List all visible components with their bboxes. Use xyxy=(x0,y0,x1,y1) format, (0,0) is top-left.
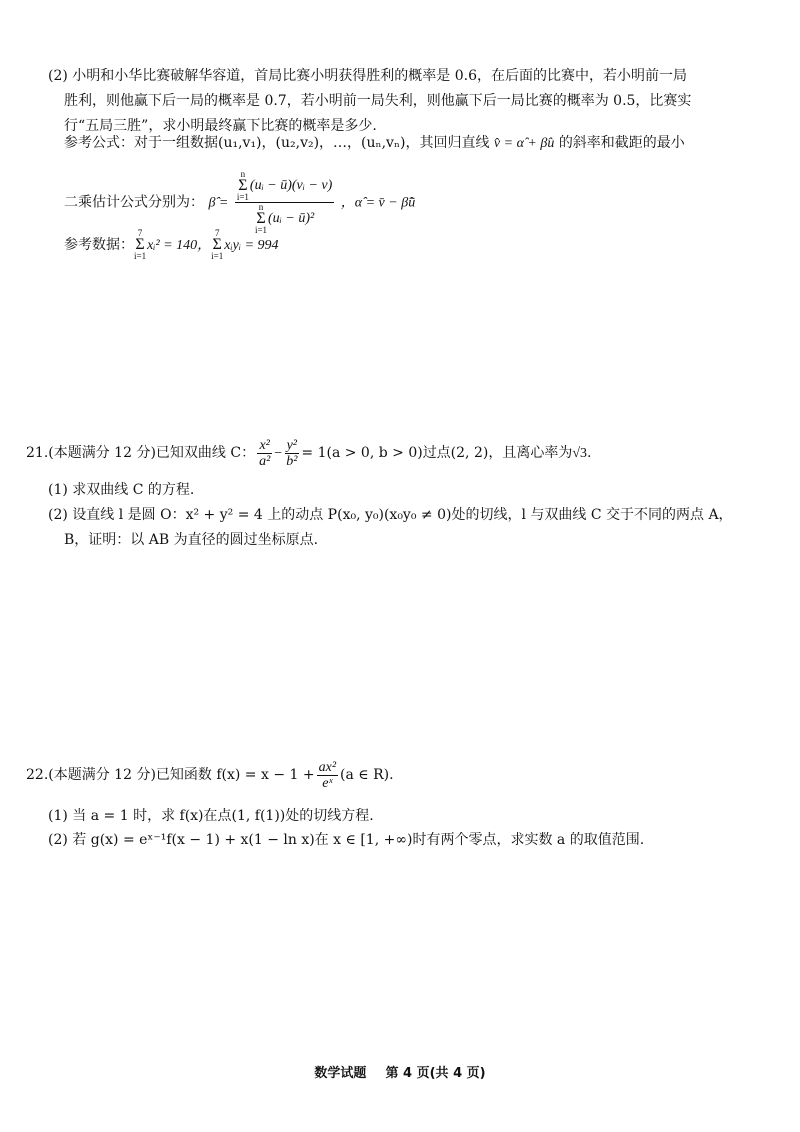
regression-line-formula: v̂ = α̂ + β̂u xyxy=(493,136,555,151)
question-number: 21. xyxy=(26,445,49,461)
q21-stem-mid: = 1(a > 0, b > 0)过点(2, 2)，且离心率为 xyxy=(301,445,573,461)
beta-hat-symbol: β̂ = xyxy=(208,195,229,211)
sum-symbol: 7 Σ i=1 xyxy=(134,228,147,261)
sum-symbol: n Σ i=1 xyxy=(254,202,268,235)
q20-ref-data xyxy=(64,228,279,263)
alpha-hat-formula: ，α̂ = v̄ − β̂ū xyxy=(340,195,416,211)
q20-part2-line2: 胜利，则他赢下后一局的概率是 0.7，若小明前一局失利，则他赢下后一局比赛的概率为 0.5，比赛实 xyxy=(64,93,692,109)
beta-numerator: n Σ i=1 (uᵢ − ū)(vᵢ − v) xyxy=(236,169,333,202)
sum-symbol: n Σ i=1 xyxy=(236,169,249,202)
ref-formula-label: 参考公式：对于一组数据(u₁,v₁)，(u₂,v₂)，…，(uₙ,vₙ)，其回归直线 xyxy=(64,135,490,151)
q21-part1: (1) 求双曲线 C 的方程. xyxy=(48,482,195,498)
footer-subject: 数学试题 xyxy=(314,1066,367,1081)
y-fraction: $\frac{\text{y²}}{\text{b²}}$ xyxy=(286,437,298,469)
q22-part1: (1) 当 a = 1 时，求 f(x)在点(1, f(1))处的切线方程. xyxy=(48,808,374,824)
q22-stem-pre: 已知函数 f(x) = x − 1 + xyxy=(155,767,315,783)
q20-ref-formula xyxy=(64,133,685,154)
q20-ols-formula xyxy=(64,170,415,235)
question-points: (本题满分 12 分) xyxy=(48,445,156,461)
q21-stem-pre: 已知双曲线 C： xyxy=(155,445,256,461)
ref-data-sum-xy: xᵢyᵢ = 994 xyxy=(224,238,279,253)
period: . xyxy=(587,445,592,461)
q20-part2-line1: (2) 小明和小华比赛破解华容道，首局比赛小明获得胜利的概率是 0.6，在后面的比赛中，若小明前一局 xyxy=(48,68,687,84)
ref-data-sum-x2: xᵢ² = 140， xyxy=(147,238,212,253)
ols-label: 二乘估计公式分别为： xyxy=(64,194,204,211)
sum-symbol: 7 Σ i=1 xyxy=(211,228,224,261)
ax2-fraction: $\frac{\text{ax²}}{\text{eˣ}}$ xyxy=(318,759,337,791)
ref-formula-tail: 的斜率和截距的最小 xyxy=(558,135,685,151)
footer-page: 第 4 页(共 4 页) xyxy=(385,1066,486,1081)
page-footer xyxy=(0,1062,800,1081)
q20-part2-line3: 行“五局三胜”，求小明最终赢下比赛的概率是多少. xyxy=(64,118,377,134)
question-points: (本题满分 12 分) xyxy=(48,767,156,783)
q22-stem-end: (a ∈ R). xyxy=(340,767,394,783)
ref-data-label: 参考数据： xyxy=(64,237,134,253)
q22-part2: (2) 若 g(x) = eˣ⁻¹f(x − 1) + x(1 − ln x)在 x ∈ [1, +∞)时有两个零点，求实数 a 的取值范围. xyxy=(48,832,645,848)
question-number: 22. xyxy=(26,767,49,783)
beta-fraction xyxy=(235,170,334,235)
sqrt-3: √3 xyxy=(572,446,588,461)
x-fraction: $\frac{\text{x²}}{\text{a²}}$ xyxy=(259,437,271,469)
q21-stem xyxy=(26,436,591,471)
q21-part2-line2: B，证明：以 AB 为直径的圆过坐标原点. xyxy=(64,532,319,548)
q22-stem xyxy=(26,758,394,792)
minus-sign: − xyxy=(274,446,283,461)
q21-part2-line1: (2) 设直线 l 是圆 O：x² + y² = 4 上的动点 P(x₀, y₀)(x₀y₀ ≠ 0)处的切线，l 与双曲线 C 交于不同的两点 A， xyxy=(48,507,733,523)
beta-denominator: n Σ i=1 (uᵢ − ū)² xyxy=(254,202,315,235)
